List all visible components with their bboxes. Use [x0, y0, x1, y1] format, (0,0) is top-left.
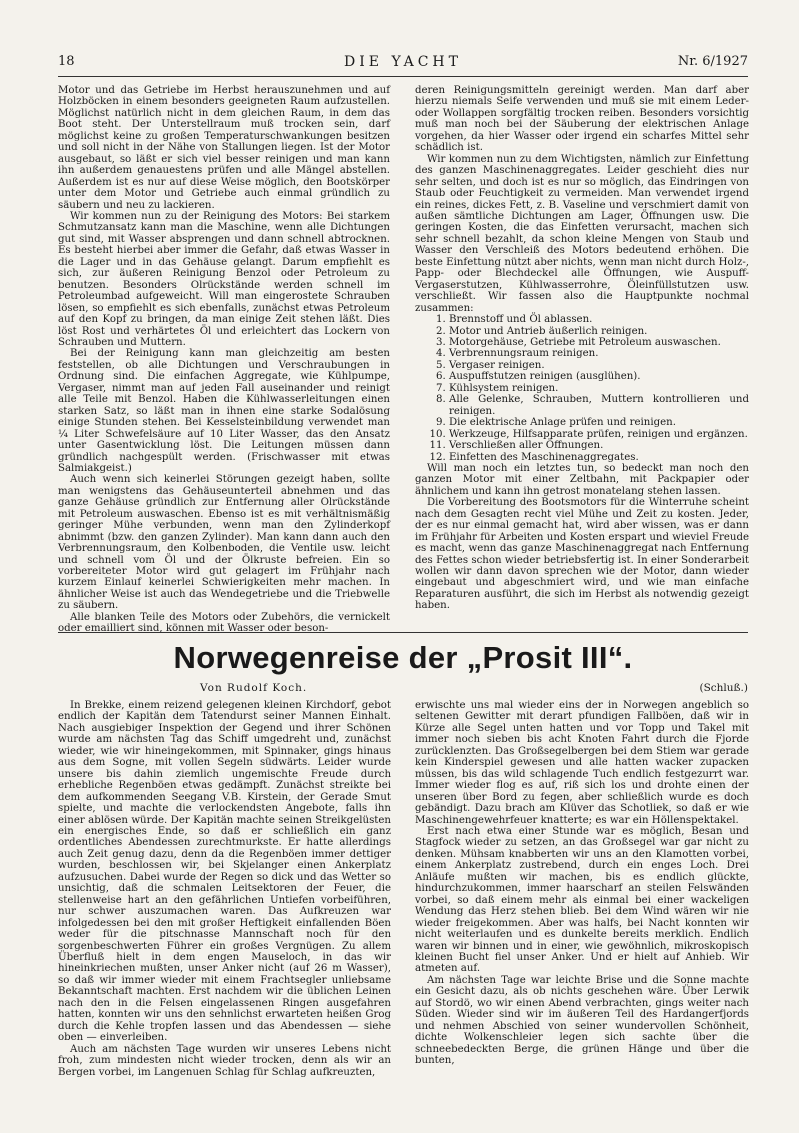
paragraph: Bei der Reinigung kann man gleichzeitig am besten feststellen, ob alle Dichtungen und Verschraubungen in Ordnung sind. Die einfachen Aggregate, wie Kühlpumpe, Vergaser, nimmt man auf jeden Fall auseinander und reinigt alle Teile mit Benzol. Haben die Kühlwasserleitungen einen starken Satz, so läßt man in ihnen eine starke Sodalösung einige Stunden stehen. Bei Kesselsteinbildung verwendet man ¼ Liter Schwefelsäure auf 10 Liter Wasser, das den Ansatz unter Gasentwicklung löst. Die Leitungen müssen dann gründlich nachgespült werden. (Frischwasser mit etwas Salmiakgeist.)	[58, 348, 390, 474]
checklist-item: 3. Motorgehäuse, Getriebe mit Petroleum auswaschen.	[449, 337, 749, 348]
header-rule	[58, 76, 748, 77]
checklist-item: 5. Vergaser reinigen.	[449, 360, 749, 371]
checklist-item: 4. Verbrennungsraum reinigen.	[449, 348, 749, 359]
paragraph: Will man noch ein letztes tun, so bedeckt man noch den ganzen Motor mit einer Zeltbahn, mit Packpapier oder ähnlichem und kann ihn getrost monatelang stehen lassen.	[415, 462, 749, 497]
paragraph: In Brekke, einem reizend gelegenen kleinen Kirchdorf, gebot endlich der Kapitän dem Tatendurst seiner Mannen Einhalt. Nach ausgiebiger Inspektion der Gegend und ihrer Schönen wurde am nächsten Tag das Schiff umgedreht und, zunächst wieder, wie wir hineingekommen, mit Spinnaker, gings hinaus aus dem Sogne, mit vollen Segeln südwärts. Leider wurde unsere bis dahin ziemlich ungemischte Freude durch erhebliche Regenböen etwas gedämpft. Zunächst streikte bei dem aufkommenden Seegang V.B. Kirstein, der Gerade Smut spielte, und machte die verlockendsten Angebote, falls ihn einer ablösen würde. Der Kapitän machte seinen Streikgelüsten ein energisches Ende, so daß er schließlich ein ganz ordentliches Abendessen zurechtmurkste. Er hatte allerdings auch Zeit genug dazu, denn da die Regenböen immer dettiger wurden, beschlossen wir, bei Skjelanger einen Ankerplatz aufzusuchen. Dabei wurde der Regen so dick und das Wetter so unsichtig, daß die schmalen Leitsektoren der Feuer, die stellenweise hart an den gefährlichen Untiefen vorbeiführen, nur schwer auszumachen waren. Das Aufkreuzen war infolgedessen bei den mit großer Heftigkeit einfallenden Böen weder für die pitschnasse Mannschaft noch für den sorgenbeschwerten Führer ein großes Vergnügen. Zu allem Überfluß hielt in dem engen Mauseloch, in das wir hineinkriechen mußten, unser Anker nicht (auf 26 m Wasser), so daß wir immer wieder mit einem Frachtsegler unliebsame Bekanntschaft machten. Erst nachdem wir die üblichen Leinen nach den in die Felsen eingelassenen Ringen ausgefahren hatten, konnten wir uns den sehnlichst erwarteten heißen Grog durch die Kehle tropfen lassen und das Abendessen — siehe oben — einverleiben.	[58, 700, 391, 1044]
paragraph: Alle blanken Teile des Motors oder Zubehörs, die vernickelt oder emailliert sind, können mit Wasser oder beson-	[58, 611, 390, 635]
magazine-title: DIE YACHT	[344, 54, 462, 70]
maintenance-checklist	[415, 314, 749, 463]
article-byline: Von Rudolf Koch.	[200, 682, 308, 694]
paragraph: deren Reinigungsmitteln gereinigt werden. Man darf aber hierzu niemals Seife verwenden und muß sie mit einem Leder- oder Wollappen sorgfältig trocken reiben. Besonders vorsichtig muß man noch bei der Säuberung der elektrischen Anlage vorgehen, da hier Wasser oder irgend ein scharfes Mittel sehr schädlich ist.	[415, 85, 749, 154]
paragraph: erwischte uns mal wieder eins der in Norwegen angeblich so seltenen Gewitter mit derart pfundigen Fallböen, daß wir in Kürze alle Segel unten hatten und vor Topp und Takel mit immer noch sieben bis acht Knoten Fahrt durch die Fjorde zurücklenzten. Das Großsegelbergen bei dem Stiem war gerade kein Kinderspiel gewesen und alle hatten wacker zupacken müssen, bis das wild schlagende Tuch endlich festgezurrt war. Immer wieder flog es auf, riß sich los und drohte einen der unseren über Bord zu fegen, aber schließlich wurde es doch gebändigt. Dazu brach am Klüver das Schotliek, so daß er wie Maschinengewehrfeuer knatterte; es war ein Höllenspektakel.	[415, 700, 749, 826]
continuation-note: (Schluß.)	[699, 682, 748, 694]
column-top-left	[58, 85, 390, 635]
checklist-item: 1. Brennstoff und Öl ablassen.	[449, 314, 749, 325]
paragraph: Am nächsten Tage war leichte Brise und die Sonne machte ein Gesicht dazu, als ob nichts geschehen wäre. Über Lerwik auf Stordö, wo wir einen Abend verbrachten, gings weiter nach Süden. Wieder sind wir im äußeren Teil des Hardangerfjords und nehmen Abschied von seiner wundervollen Schönheit, dichte Wolkenschleier legen sich sachte über die schneebedeckten Berge, die grünen Hänge und über die bunten,	[415, 974, 749, 1067]
paragraph: Die Vorbereitung des Bootsmotors für die Winterruhe scheint nach dem Gesagten recht viel Mühe und Zeit zu kosten. Jeder, der es nur einmal gemacht hat, wird aber wissen, was er dann im Frühjahr für Arbeiten und Kosten erspart und wieviel Freude es macht, wenn das ganze Maschinenaggregat nach Entfernung des Fettes schon wieder betriebsfertig ist. In einer Sonderarbeit wollen wir dann davon sprechen wie der Motor, dann wieder eingebaut und abgeschmiert wird, und wie man einfache Reparaturen ausführt, die sich im Herbst als notwendig gezeigt haben.	[415, 497, 749, 612]
paragraph: Wir kommen nun zu dem Wichtigsten, nämlich zur Einfettung des ganzen Maschinenaggregates. Leider geschieht dies nur sehr selten, und doch ist es nur so möglich, das Eindringen von Staub oder Feuchtigkeit zu vermeiden. Man verwendet irgend ein reines, dickes Fett, z. B. Vaseline und verschmiert damit von außen sämtliche Dichtungen am Lager, Öffnungen usw. Die geringen Kosten, die das Einfetten verursacht, machen sich sehr schnell bezahlt, da schon kleine Mengen von Staub und Wasser den Verschleiß des Motors bedeutend erhöhen. Die beste Einfettung nützt aber nichts, wenn man nicht durch Holz-, Papp- oder Blechdeckel alle Öffnungen, wie Auspuff-Vergaserstutzen, Kühlwasserrohre, Öleinfüllstutzen usw. verschließt. Wir fassen also die Hauptpunkte nochmal zusammen:	[415, 153, 749, 314]
checklist-item: 7. Kühlsystem reinigen.	[449, 383, 749, 394]
paragraph: Auch wenn sich keinerlei Störungen gezeigt haben, sollte man wenigstens das Gehäuseunterteil abnehmen und das ganze Gehäuse gründlich zur Entfernung aller Olrückstände mit Petroleum auswaschen. Ebenso ist es mit verhältnismäßig geringer Mühe verbunden, wenn man den Zylinderkopf abnimmt (bzw. den ganzen Zylinder). Man kann dann auch den Verbrennungsraum, den Kolbenboden, die Ventile usw. leicht und schnell vom Öl und der Ölkruste befreien. Ein so vorbereiteter Motor wird gut gelagert im Frühjahr nach kurzem Einlauf keinerlei Schwierigkeiten mehr machen. In ähnlicher Weise ist auch das Wendegetriebe und die Triebwelle zu säubern.	[58, 474, 390, 612]
page-number: 18	[58, 54, 75, 69]
article-title: Norwegenreise der „Prosit III“.	[173, 640, 633, 675]
checklist-item: 2. Motor und Antrieb äußerlich reinigen.	[449, 326, 749, 337]
checklist-item: 8. Alle Gelenke, Schrauben, Muttern kontrollieren und reinigen.	[449, 394, 749, 417]
running-head	[58, 54, 748, 74]
paragraph: Motor und das Getriebe im Herbst herauszunehmen und auf Holzböcken in einem besonders geeigneten Raum aufzustellen. Möglichst natürlich nicht in dem gleichen Raum, in dem das Boot steht. Der Unterstellraum muß trocken sein, darf möglichst keine zu großen Temperaturschwankungen besitzen und soll nicht in der Nähe von Stallungen liegen. Ist der Motor ausgebaut, so läßt er sich viel besser reinigen und man kann ihn außerdem genauestens prüfen und alle Mängel abstellen. Außerdem ist es nur auf diese Weise möglich, den Bootskörper unter dem Motor und Getriebe auch einmal gründlich zu säubern und neu zu lackieren.	[58, 85, 390, 211]
issue-number: Nr. 6/1927	[677, 54, 748, 69]
paragraph: Wir kommen nun zu der Reinigung des Motors: Bei starkem Schmutzansatz kann man die Maschine, wenn alle Dichtungen gut sind, mit Wasser absprengen und dann schnell abtrocknen. Es besteht hierbei aber immer die Gefahr, daß etwas Wasser in die Lager und in das Gehäuse gelangt. Darum empfiehlt es sich, zur äußeren Reinigung Benzol oder Petroleum zu benutzen. Besonders Olrückstände werden schnell im Petroleumbad aufgeweicht. Will man eingerostete Schrauben lösen, so empfiehlt es sich ebenfalls, zunächst etwas Petroleum auf den Kopf zu bringen, da man einige Zeit stehen läßt. Dies löst Rost und verhärtetes Öl und erleichtert das Lockern von Schrauben und Muttern.	[58, 210, 390, 348]
checklist-item: 9. Die elektrische Anlage prüfen und reinigen.	[449, 417, 749, 428]
section-divider	[58, 632, 748, 633]
checklist-item: 6. Auspuffstutzen reinigen (ausglühen).	[449, 371, 749, 382]
column-bottom-right	[415, 700, 749, 1067]
checklist-item: 12. Einfetten des Maschinenaggregates.	[449, 452, 749, 463]
column-top-right	[415, 85, 749, 612]
checklist-item: 11. Verschließen aller Öffnungen.	[449, 440, 749, 451]
paragraph: Auch am nächsten Tage wurden wir unseres Lebens nicht froh, zum mindesten nicht wieder trocken, denn als wir an Bergen vorbei, im Langenuen Schlag für Schlag aufkreuzten,	[58, 1043, 391, 1078]
column-bottom-left	[58, 700, 391, 1078]
paragraph: Erst nach etwa einer Stunde war es möglich, Besan und Stagfock wieder zu setzen, an das Großsegel war gar nicht zu denken. Mühsam knabberten wir uns an den Klamotten vorbei, einem Ankerplatz zustrebend, durch ein enges Loch. Drei Anläufe mußten wir machen, bis es endlich glückte, hindurchzukommen, immer haarscharf an steilen Felswänden vorbei, so daß einem mehr als einmal bei einer wackeligen Wendung das Herz stehen blieb. Bei dem Wind wären wir nie wieder freigekommen. Aber was halfs, bei Nacht konnten wir nicht weiterlaufen und es dunkelte bereits merklich. Endlich waren wir binnen und in einer, wie gewöhnlich, mikroskopisch kleinen Bucht fiel unser Anker. Und er hielt auf Anhieb. Wir atmeten auf.	[415, 825, 749, 975]
checklist-item: 10. Werkzeuge, Hilfsapparate prüfen, reinigen und ergänzen.	[449, 429, 749, 440]
